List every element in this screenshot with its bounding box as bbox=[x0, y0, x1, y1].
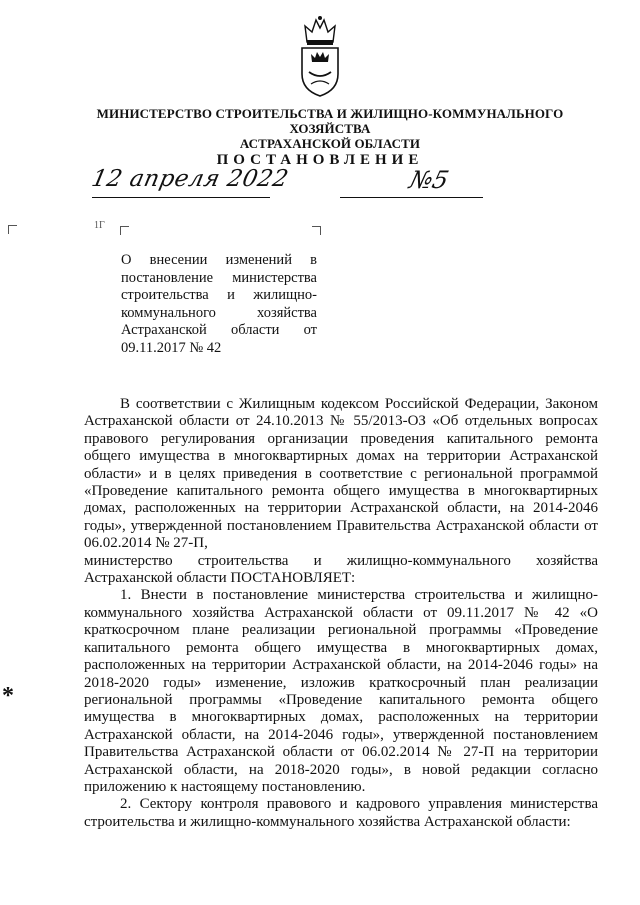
margin-asterisk: * bbox=[2, 683, 14, 709]
preamble-paragraph: В соответствии с Жилищным кодексом Российской Федерации, Законом Астраханской области от 24.10.2013 № 55/2013-ОЗ «Об отдельных вопросах правового регулирования организации проведения капитального ремонта общего имущества в многоквартирных домах на территории Астраханской области» и в целях приведения в соответствие с региональной программой «Проведение капитального ремонта общего имущества в многоквартирных домах, расположенных на территории Астраханской области, на 2014-2046 годы», утвержденной постановлением Правительства Астраханской области от 06.02.2014 № 27-П, bbox=[84, 396, 598, 552]
subject-line: Астраханской области от bbox=[121, 322, 317, 339]
ministry-line-2: АСТРАХАНСКОЙ ОБЛАСТИ bbox=[239, 136, 421, 151]
document-body bbox=[84, 396, 598, 831]
ministry-line-1: МИНИСТЕРСТВО СТРОИТЕЛЬСТВА И ЖИЛИЩНО-КОММУНАЛЬНОГО ХОЗЯЙСТВА bbox=[96, 106, 564, 136]
subject-corner-left bbox=[120, 226, 129, 235]
date-underline bbox=[92, 197, 270, 198]
subject-line: строительства и жилищно- bbox=[121, 287, 317, 304]
subject-line: О внесении изменений в bbox=[121, 252, 317, 268]
ministry-name bbox=[60, 106, 600, 151]
margin-corner-mark bbox=[8, 225, 17, 234]
resolution-paragraph: министерство строительства и жилищно-коммунального хозяйства Астраханской области ПОСТАНОВЛЯЕТ: bbox=[84, 552, 598, 587]
clause-2-paragraph: 2. Сектору контроля правового и кадрового управления министерства строительства и жилищно-коммунального хозяйства Астраханской области: bbox=[84, 796, 598, 830]
corner-mark-text: 1Г bbox=[94, 220, 105, 231]
handwritten-date: 12 апреля 2022 bbox=[89, 166, 291, 192]
document-type-title: ПОСТАНОВЛЕНИЕ bbox=[216, 152, 424, 168]
coat-of-arms-icon bbox=[297, 14, 343, 98]
number-underline bbox=[340, 197, 483, 198]
subject-corner-right bbox=[312, 226, 321, 235]
subject-line: 09.11.2017 № 42 bbox=[121, 339, 222, 356]
handwritten-number: №5 bbox=[406, 166, 452, 194]
clause-1-paragraph: 1. Внести в постановление министерства строительства и жилищно-коммунального хозяйства Астраханской области от 09.11.2017 № 42 «О краткосрочном плане реализации региональной программы «Проведение капитального ремонта общего имущества в многоквартирных домах, расположенных на территории Астраханской области, на 2014-2046 годы» на 2018-2020 годы» изменение, изложив краткосрочный план реализации региональной программы «Проведение капитального ремонта общего имущества в многоквартирных домах, расположенных на территории Астраханской области, на 2014-2046 годы», утвержденной постановлением Правительства Астраханской области от 06.02.2014 № 27-П на территории Астраханской области, на 2018-2020 годы», в новой редакции согласно приложению к настоящему постановлению. bbox=[84, 587, 598, 795]
subject-line: постановление министерства bbox=[121, 269, 317, 286]
subject-block bbox=[121, 252, 317, 358]
subject-line: коммунального хозяйства bbox=[121, 304, 317, 321]
